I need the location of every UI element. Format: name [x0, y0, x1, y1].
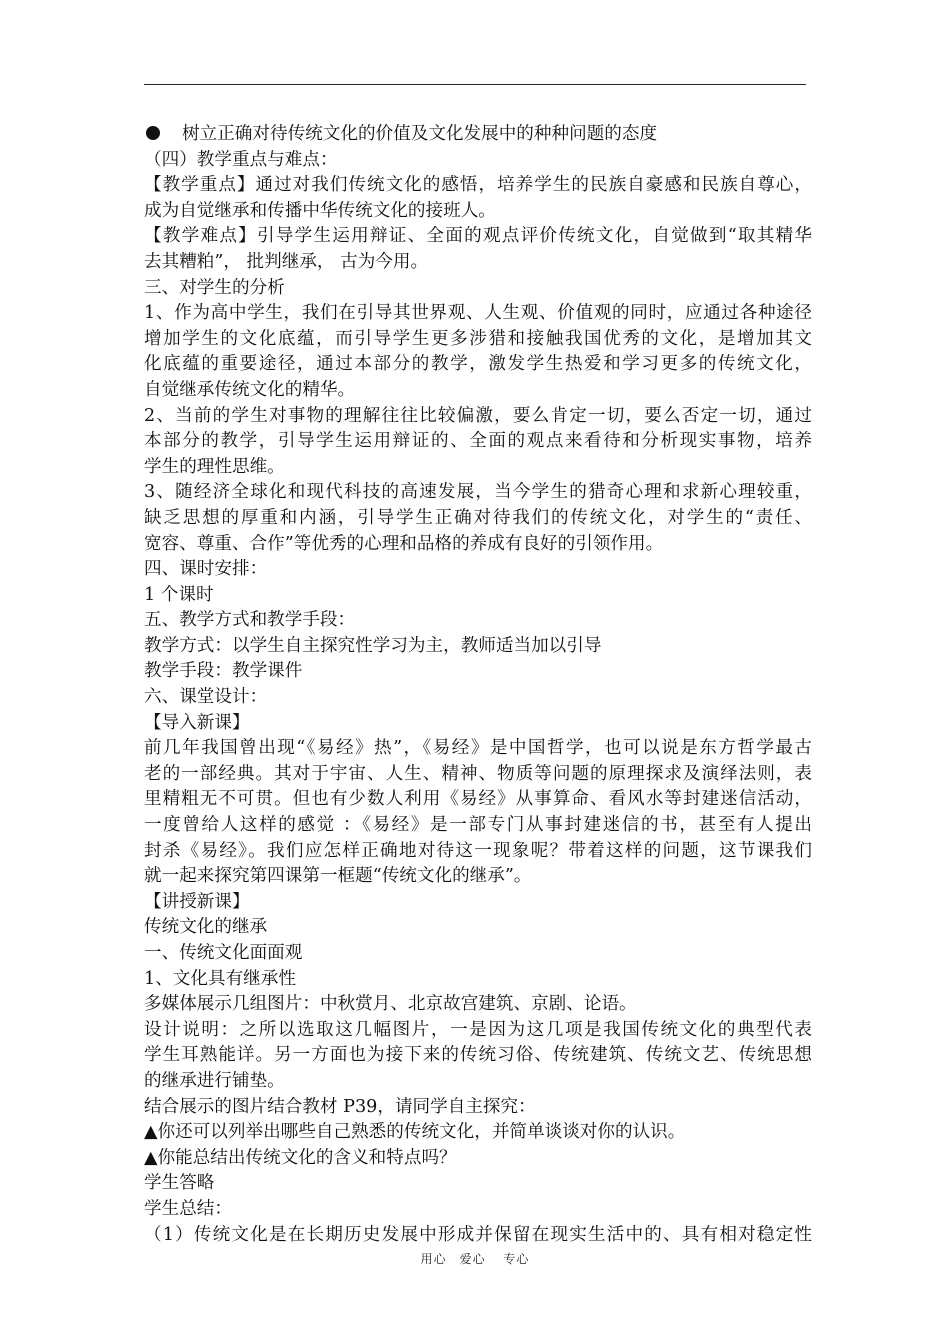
line-text: 教学方式：以学生自主探究性学习为主，教师适当加以引导 — [144, 635, 602, 656]
line-text: 就一起来探究第四课第一框题“传统文化的继承”。 — [144, 866, 532, 887]
line-text: 里精粗无不可贯。但也有少数人利用《易经》从事算命、看风水等封建迷信活动， — [144, 789, 812, 810]
line-text: 学生总结： — [144, 1198, 232, 1219]
line-text: 自觉继承传统文化的精华。 — [144, 379, 356, 400]
text-line — [144, 301, 812, 327]
text-line — [144, 506, 812, 532]
text-line — [144, 224, 812, 250]
line-text: 1 个课时 — [144, 584, 214, 605]
line-text: 的继承进行铺垫。 — [144, 1070, 285, 1091]
text-line — [144, 148, 812, 174]
text-line — [144, 813, 812, 839]
line-text: 【导入新课】 — [144, 712, 250, 733]
text-line — [144, 685, 812, 711]
line-text: 三、对学生的分析 — [144, 277, 285, 298]
line-text: 缺乏思想的厚重和内涵，引导学生正确对待我们的传统文化，对学生的“责任、 — [144, 507, 812, 528]
line-text: 学生答略 — [144, 1173, 215, 1194]
text-line — [144, 1043, 812, 1069]
text-line — [144, 915, 812, 941]
line-text: 一、传统文化面面观 — [144, 943, 303, 963]
text-line — [144, 1018, 812, 1044]
line-text: 【教学重点】通过对我们传统文化的感悟，培养学生的民族自豪感和民族自尊心， — [144, 175, 812, 196]
text-line — [144, 352, 812, 378]
line-text: 3、随经济全球化和现代科技的高速发展，当今学生的猎奇心理和求新心理较重， — [144, 482, 812, 503]
line-text: 去其糟粕”， 批判继承， 古为今用。 — [144, 251, 429, 272]
text-line — [144, 941, 812, 967]
line-text: 四、课时安排： — [144, 559, 268, 580]
text-line — [144, 1197, 812, 1223]
text-line — [144, 1223, 812, 1249]
text-line — [144, 1171, 812, 1197]
text-line — [144, 429, 812, 455]
text-line — [144, 839, 812, 865]
text-line — [144, 557, 812, 583]
line-text: 本部分的教学，引导学生运用辩证的、全面的观点来看待和分析现实事物，培养 — [144, 431, 812, 452]
line-text: 增加学生的文化底蕴，而引导学生更多涉猎和接触我国优秀的文化，是增加其文 — [144, 328, 812, 349]
line-text: ▲你还可以列举出哪些自己熟悉的传统文化，并简单谈谈对你的认识。 — [144, 1122, 686, 1143]
text-line — [144, 659, 812, 685]
text-line — [144, 480, 812, 506]
line-text: 教学手段：教学课件 — [144, 661, 303, 682]
line-text: 【教学难点】引导学生运用辩证、全面的观点评价传统文化，自觉做到“取其精华 — [144, 226, 812, 247]
line-text: 老的一部经典。其对于宇宙、人生、精神、物质等问题的原理探求及演绎法则，表 — [144, 763, 812, 784]
text-line — [144, 634, 812, 660]
line-text: 学生耳熟能详。另一方面也为接下来的传统习俗、传统建筑、传统文艺、传统思想 — [144, 1045, 812, 1066]
line-text: （四）教学重点与难点： — [144, 149, 338, 170]
page-footer: 用心 爱心 专心 — [420, 1252, 530, 1266]
text-line — [144, 173, 812, 199]
text-line — [144, 1069, 812, 1095]
line-text: 成为自觉继承和传播中华传统文化的接班人。 — [144, 200, 496, 221]
line-text: 2、当前的学生对事物的理解往往比较偏激，要么肯定一切，要么否定一切，通过 — [144, 405, 812, 426]
text-line — [144, 1095, 812, 1121]
text-line — [144, 711, 812, 737]
line-text: 六、课堂设计： — [144, 687, 268, 708]
line-text: 学生的理性思维。 — [144, 456, 285, 477]
text-line — [144, 276, 812, 302]
line-text: 结合展示的图片结合教材 P39，请同学自主探究： — [144, 1096, 536, 1117]
line-text: （1）传统文化是在长期历史发展中形成并保留在现实生活中的、具有相对稳定性 — [144, 1224, 812, 1245]
line-text: 一度曾给人这样的感觉 ：《易经》是一部专门从事封建迷信的书，甚至有人提出 — [144, 815, 812, 836]
text-line — [144, 455, 812, 481]
text-line — [144, 787, 812, 813]
text-line — [144, 1120, 812, 1146]
text-line — [144, 1146, 812, 1172]
line-text: 【讲授新课】 — [144, 891, 250, 912]
text-line — [144, 532, 812, 558]
line-text: 多媒体展示几组图片：中秋赏月、北京故宫建筑、京剧、论语。 — [144, 994, 637, 1015]
text-line — [144, 583, 812, 609]
line-text: 1、作为高中学生，我们在引导其世界观、人生观、价值观的同时，应通过各种途径 — [144, 303, 812, 324]
text-line — [144, 250, 812, 276]
line-text: 1、文化具有继承性 — [144, 968, 296, 989]
line-text: 设计说明：之所以选取这几幅图片，一是因为这几项是我国传统文化的典型代表 — [144, 1019, 812, 1040]
line-text: 传统文化的继承 — [144, 917, 268, 938]
text-line — [144, 864, 812, 890]
text-line — [144, 378, 812, 404]
line-text: 树立正确对待传统文化的价值及文化发展中的种种问题的态度 — [182, 124, 658, 144]
text-line — [144, 762, 812, 788]
bullet-line — [144, 122, 812, 148]
line-text: 封杀《易经》。我们应怎样正确地对待这一现象呢？带着这样的问题，这节课我们 — [144, 840, 812, 861]
text-line — [144, 327, 812, 353]
bullet-dot-icon — [146, 126, 160, 140]
text-line — [144, 967, 812, 993]
document-body — [144, 122, 812, 1248]
line-text: 化底蕴的重要途径，通过本部分的教学，激发学生热爱和学习更多的传统文化， — [144, 354, 812, 375]
text-line — [144, 404, 812, 430]
header-rule — [144, 84, 806, 85]
text-line — [144, 992, 812, 1018]
text-line — [144, 736, 812, 762]
text-line — [144, 199, 812, 225]
text-line — [144, 608, 812, 634]
text-line — [144, 890, 812, 916]
line-text: 前几年我国曾出现“《易经》热”，《易经》是中国哲学，也可以说是东方哲学最古 — [144, 738, 812, 759]
line-text: ▲你能总结出传统文化的含义和特点吗？ — [144, 1147, 457, 1168]
line-text: 五、教学方式和教学手段： — [144, 610, 356, 631]
line-text: 宽容、尊重、合作”等优秀的心理和品格的养成有良好的引领作用。 — [144, 533, 664, 554]
